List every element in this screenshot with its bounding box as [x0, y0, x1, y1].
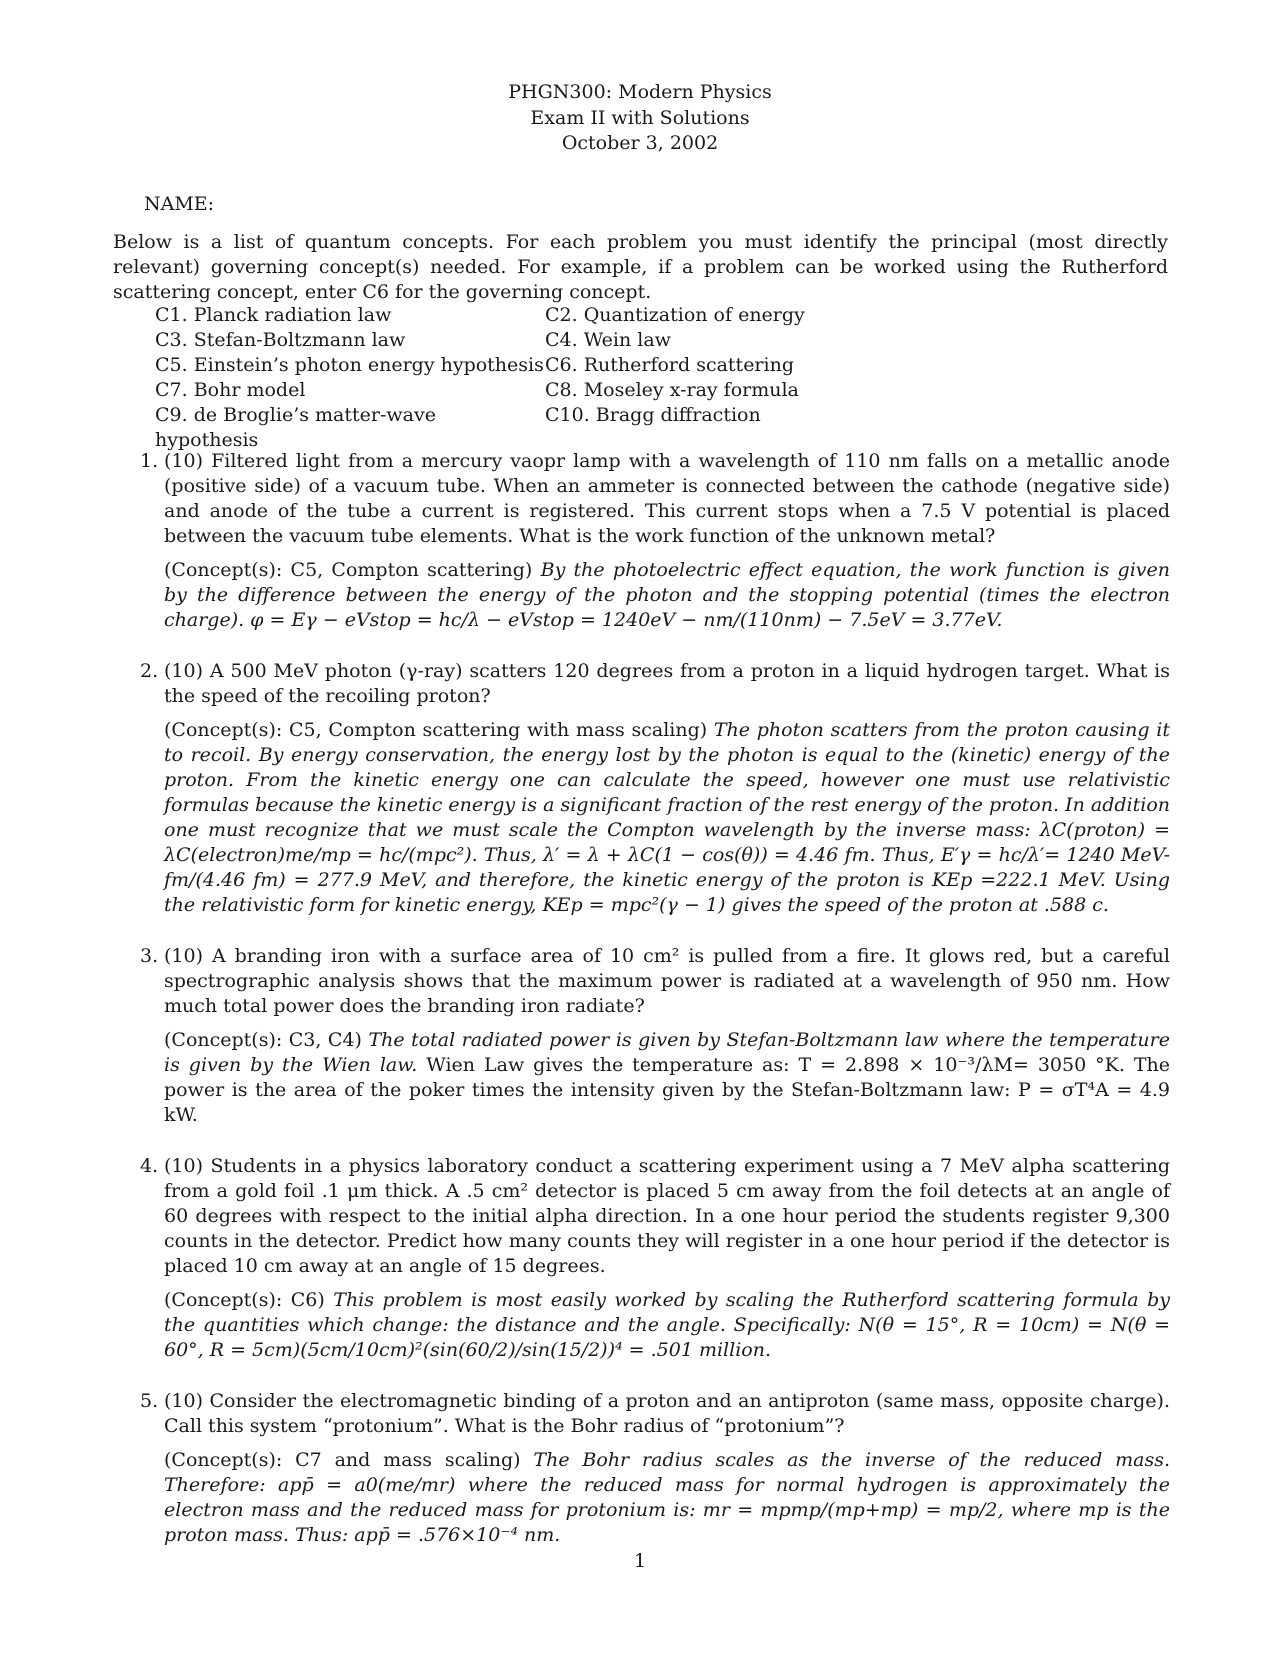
- solution-text: The Bohr radius scales as the inverse of the reduced mass. Therefore: app̄ = a0(me/mr) where the reduced mass for normal hydrogen is approximately the electron mass and the reduced mass for protonium is: mr = mpmp/(mp+mp) = mp/2, where mp is the proton mass. Thus: app̄ = .576×10⁻⁴ nm.: [164, 1449, 1171, 1546]
- solution-text: The total radiated power is given by Stefan-Boltzmann law where the temperature is given by the Wien law.: [164, 1029, 1170, 1076]
- page-number: 1: [633, 1550, 647, 1572]
- concept-tag: (Concept(s): C5, Compton scattering with mass scaling): [164, 719, 708, 741]
- concept-item: C8. Moseley x-ray formula: [545, 379, 799, 401]
- solution-text: This problem is most easily worked by scaling the Rutherford scattering formula by the quantities which change: the distance and the angle. Specifically: N(θ = 15°, R = 10cm) = N(θ = 60°, R = 5cm)(5cm/10cm)²(sin(60/2)/sin(15/2))⁴ = .501 million.: [164, 1289, 1170, 1361]
- exam-header: [0, 80, 1280, 157]
- problem-solution: [164, 1028, 1170, 1128]
- solution-text: By the photoelectric effect equation, the work function is given by the difference between the energy of the photon and the stopping potential (times the electron charge). φ = Eγ − eVstop = hc/λ − eVstop = 1240eV − nm/(110nm) − 7.5eV = 3.77eV.: [164, 559, 1171, 631]
- problem-solution: [164, 718, 1170, 918]
- concept-tag: (Concept(s): C5, Compton scattering): [164, 559, 533, 581]
- solution-text-upright: Wien Law gives the temperature as: T = 2.898 × 10⁻³/λM= 3050 °K. The power is the area of the poker times the intensity given by the Stefan-Boltzmann law: P = σT⁴A = 4.9 kW.: [164, 1054, 1170, 1126]
- concept-item: C2. Quantization of energy: [545, 304, 805, 326]
- problem-number: 4.: [140, 1155, 159, 1177]
- exam-title: Exam II with Solutions: [530, 106, 750, 129]
- problem-question: (10) Students in a physics laboratory conduct a scattering experiment using a 7 MeV alpha scattering from a gold foil .1 μm thick. A .5 cm² detector is placed 5 cm away from the foil detects at an angle of 60 degrees with respect to the initial alpha direction. In a one hour period the students register 9,300 counts in the detector. Predict how many counts they will register in a one hour period if the detector is placed 10 cm away at an angle of 15 degrees.: [164, 1155, 1170, 1277]
- problem-question: (10) Filtered light from a mercury vaopr lamp with a wavelength of 110 nm falls on a metallic anode (positive side) of a vacuum tube. When an ammeter is connected between the cathode (negative side) and anode of the tube a current is registered. This current stops when a 7.5 V potential is placed between the vacuum tube elements. What is the work function of the unknown metal?: [164, 450, 1170, 547]
- problem-number: 2.: [140, 660, 159, 682]
- problem-1: [113, 449, 1170, 633]
- concept-item: C6. Rutherford scattering: [545, 354, 794, 376]
- exam-date: October 3, 2002: [561, 132, 719, 154]
- concept-item: C1. Planck radiation law: [155, 304, 392, 326]
- concept-tag: (Concept(s): C3, C4): [164, 1029, 362, 1051]
- problem-solution: [164, 1288, 1170, 1363]
- problem-solution: [164, 1448, 1170, 1548]
- concept-item: C3. Stefan-Boltzmann law: [155, 329, 406, 351]
- problem-number: 5.: [140, 1390, 159, 1412]
- problem-question: (10) Consider the electromagnetic binding of a proton and an antiproton (same mass, opposite charge). Call this system “protonium”. What is the Bohr radius of “protonium”?: [164, 1390, 1170, 1437]
- problem-3: [113, 944, 1170, 1128]
- name-label: NAME:: [144, 193, 215, 215]
- concept-row: [155, 353, 805, 378]
- concept-item: C7. Bohr model: [155, 379, 306, 401]
- problem-5: [113, 1389, 1170, 1548]
- concept-row: [155, 403, 805, 453]
- course-title: PHGN300: Modern Physics: [508, 81, 772, 103]
- problem-4: [113, 1154, 1170, 1363]
- solution-text: The photon scatters from the proton causing it to recoil. By energy conservation, the energy lost by the photon is equal to the (kinetic) energy of the proton. From the kinetic energy one can calculate the speed, however one must use relativistic formulas because the kinetic energy is a significant fraction of the rest energy of the proton. In addition one must recognize that we must scale the Compton wavelength by the inverse mass: λC(proton) = λC(electron)me/mp = hc/(mpc²). Thus, λ′ = λ + λC(1 − cos(θ)) = 4.46 fm. Thus, E′γ = hc/λ′= 1240 MeV-fm/(4.46 fm) = 277.9 MeV, and therefore, the kinetic energy of the proton is KEp =222.1 MeV. Using the relativistic form for kinetic energy, KEp = mpc²(γ − 1) gives the speed of the proton at .588 c.: [164, 719, 1170, 916]
- problem-number: 3.: [140, 945, 159, 967]
- problem-list: [113, 449, 1170, 1574]
- concept-list: [155, 303, 805, 453]
- concept-row: [155, 378, 805, 403]
- problem-2: [113, 659, 1170, 918]
- concept-row: [155, 328, 805, 353]
- problem-number: 1.: [140, 450, 159, 472]
- concept-tag: (Concept(s): C6): [164, 1289, 325, 1311]
- concept-item: C10. Bragg diffraction: [545, 404, 761, 426]
- problem-question: (10) A 500 MeV photon (γ-ray) scatters 120 degrees from a proton in a liquid hydrogen target. What is the speed of the recoiling proton?: [164, 660, 1170, 707]
- concept-item: C5. Einstein’s photon energy hypothesis: [155, 354, 544, 376]
- problem-solution: [164, 558, 1170, 633]
- concept-row: [155, 303, 805, 328]
- concept-tag: (Concept(s): C7 and mass scaling): [164, 1449, 521, 1471]
- problem-question: (10) A branding iron with a surface area of 10 cm² is pulled from a fire. It glows red, but a careful spectrographic analysis shows that the maximum power is radiated at a wavelength of 950 nm. How much total power does the branding iron radiate?: [164, 945, 1170, 1017]
- instructions: Below is a list of quantum concepts. For each problem you must identify the principal (most directly relevant) governing concept(s) needed. For example, if a problem can be worked using the Rutherford scattering concept, enter C6 for the governing concept.: [113, 231, 1168, 303]
- concept-item: C4. Wein law: [545, 329, 671, 351]
- concept-item: C9. de Broglie’s matter-wave hypothesis: [155, 404, 436, 451]
